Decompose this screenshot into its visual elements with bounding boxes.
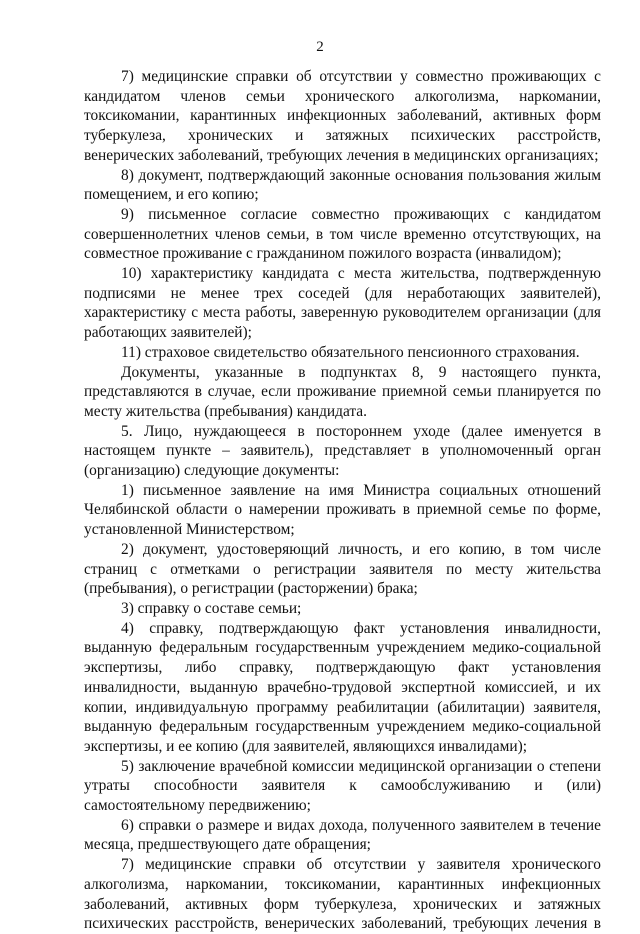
paragraph-item-8-housing-document: 8) документ, подтверждающий законные основания пользования жилым помещением, и его копию; (84, 166, 601, 204)
paragraph-sub-2-identity-document: 2) документ, удостоверяющий личность, и его копию, в том числе страниц с отметками о регистрации заявителя по месту жительства (пребывания), о регистрации (расторжении) брака; (84, 540, 601, 598)
paragraph-sub-4-disability-certificate: 4) справку, подтверждающую факт установления инвалидности, выданную федеральным государственным учреждением медико-социальной экспертизы, либо справку, подтверждающую факт установления инвалидности, выданную врачебно-трудовой экспертной комиссией, и их копии, индивидуальную программу реабилитации (абилитации) заявителя, выданную федеральным государственным учреждением медико-социальной экспертизы, и ее копию (для заявителей, являющихся инвалидами); (84, 619, 601, 755)
paragraph-item-7-cohabitants-medical: 7) медицинские справки об отсутствии у совместно проживающих с кандидатом членов семьи хронического алкоголизма, наркомании, токсикомании, карантинных инфекционных заболеваний, активных форм туберкулеза, хронических и затяжных психических расстройств, венерических заболеваний, требующих лечения в медицинских организациях; (84, 68, 601, 164)
paragraph-documents-note: Документы, указанные в подпунктах 8, 9 настоящего пункта, представляются в случае, если проживание приемной семьи планируется по месту жительства (пребывания) кандидата. (84, 363, 601, 420)
paragraph-sub-3-family-certificate: 3) справку о составе семьи; (121, 599, 302, 617)
paragraph-sub-7-applicant-medical: 7) медицинские справки об отсутствии у заявителя хронического алкоголизма, наркомании, токсикомании, карантинных инфекционных заболеваний, активных форм туберкулеза, хронических и затяжных психических расстройств, венерических заболеваний, требующих лечения в (84, 856, 601, 933)
paragraph-sub-6-income-certificates: 6) справки о размере и видах дохода, полученного заявителем в течение месяца, предшествующего дате обращения; (84, 816, 601, 854)
paragraph-item-9-written-consent: 9) письменное согласие совместно проживающих с кандидатом совершеннолетних членов семьи, в том числе временно отсутствующих, на совместное проживание с гражданином пожилого возраста (инвалидом); (84, 205, 601, 263)
paragraph-item-10-characteristics: 10) характеристику кандидата с места жительства, подтвержденную подписями не менее трех соседей (для неработающих заявителей), характеристику с места работы, заверенную руководителем организации (для работающих заявителей); (84, 265, 601, 342)
document-body (84, 67, 601, 934)
paragraph-sub-1-application: 1) письменное заявление на имя Министра социальных отношений Челябинской области о намерении проживать в приемной семье по форме, установленной Министерством; (84, 481, 601, 539)
paragraph-item-11-insurance-certificate: 11) страховое свидетельство обязательного пенсионного страхования. (121, 343, 580, 361)
paragraph-sub-5-medical-commission: 5) заключение врачебной комиссии медицинской организации о степени утраты способности заявителя к самообслуживанию и (или) самостоятельному передвижению; (84, 757, 601, 815)
paragraph-point-5-intro: 5. Лицо, нуждающееся в постороннем уходе (далее именуется в настоящем пункте – заявитель), представляет в уполномоченный орган (организацию) следующие документы: (84, 422, 601, 480)
page-number: 2 (316, 39, 324, 55)
